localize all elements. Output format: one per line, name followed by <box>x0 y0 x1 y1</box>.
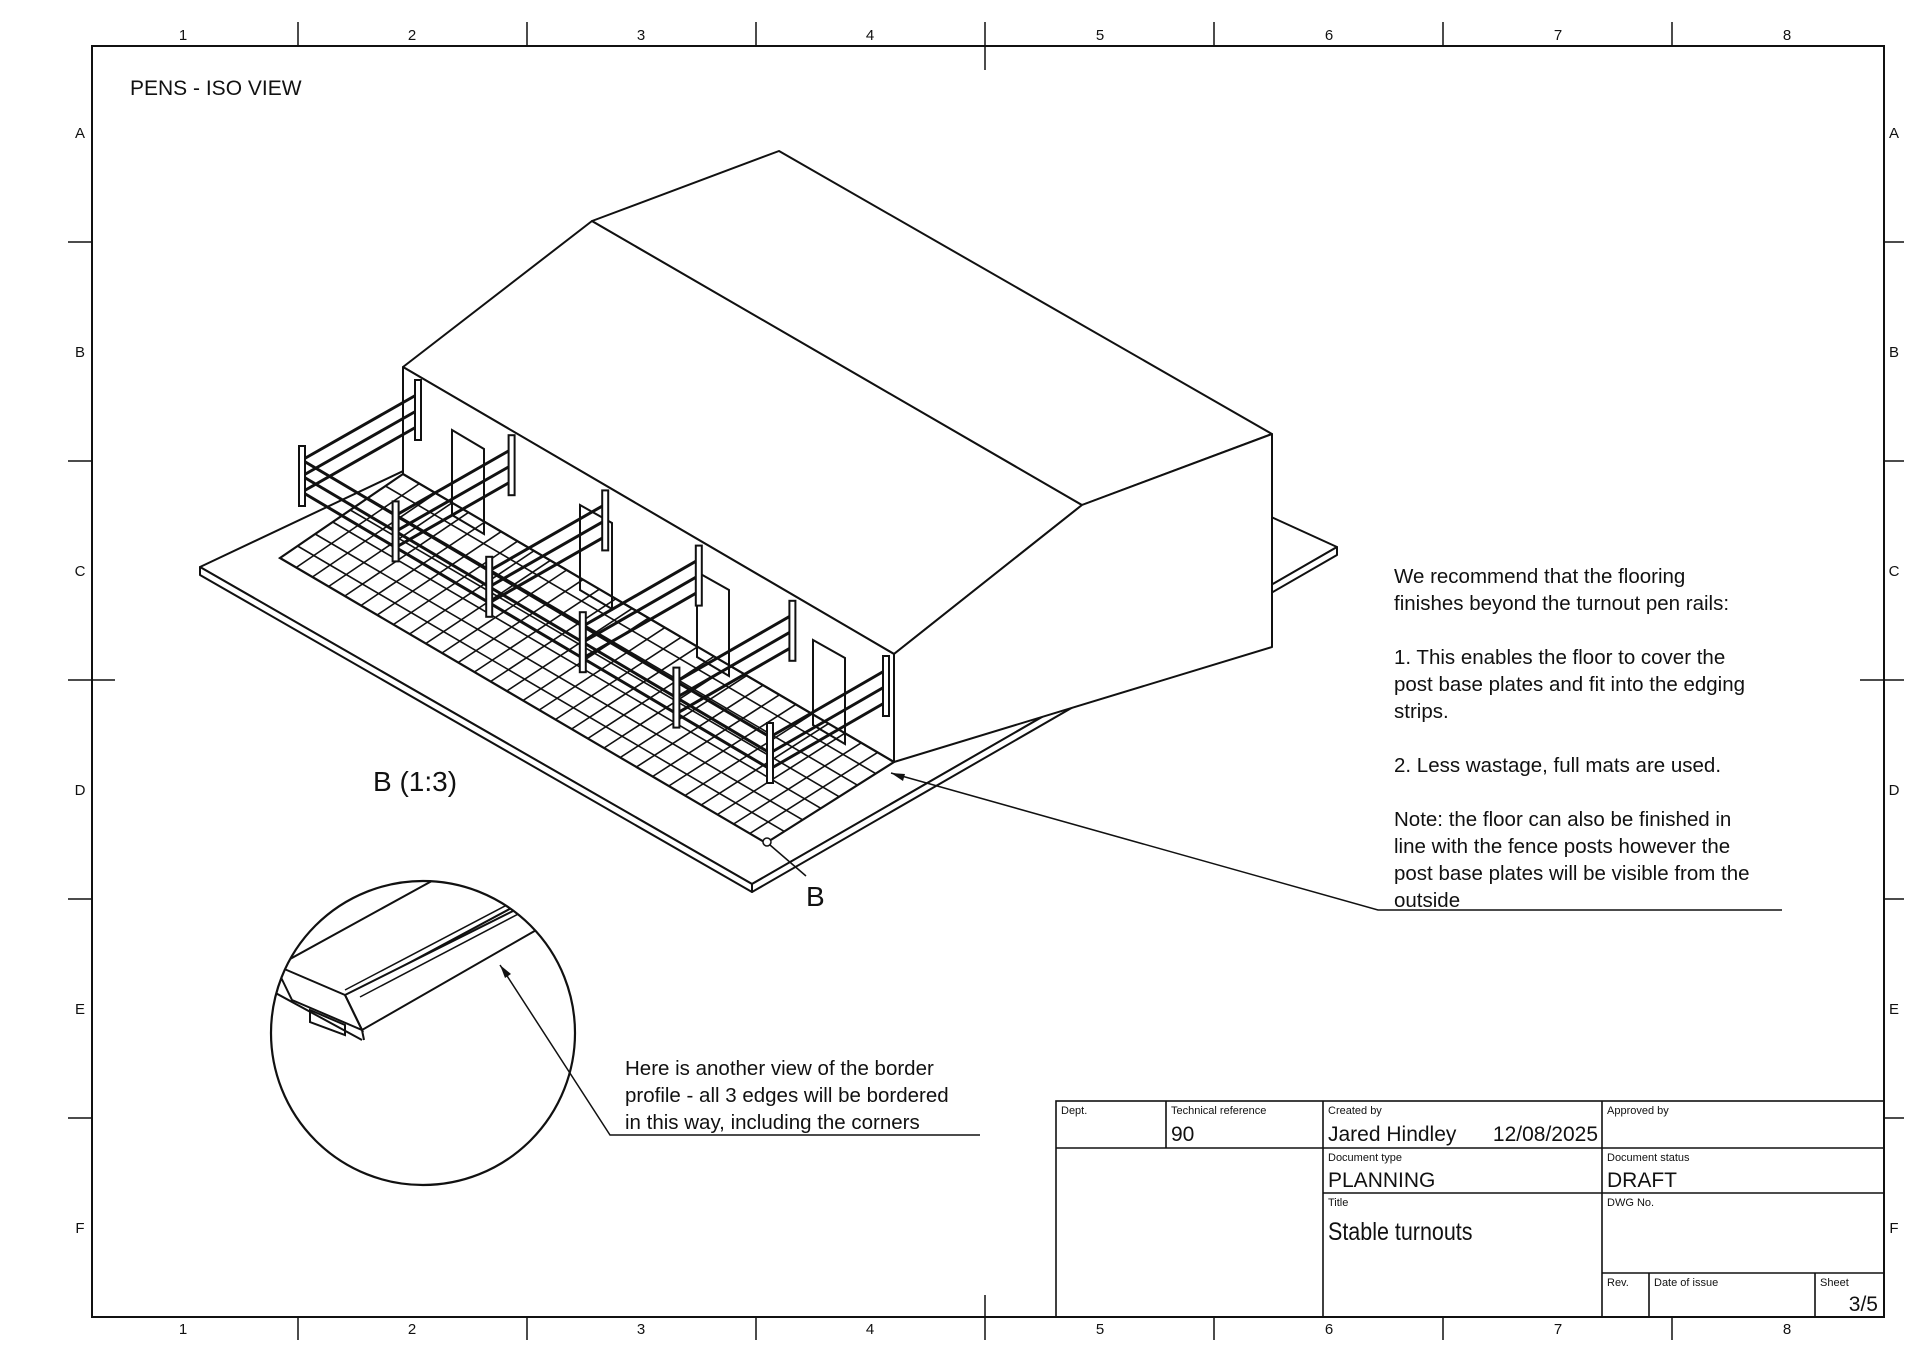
flooring-note-line: strips. <box>1394 700 1449 723</box>
zone-col-6: 6 <box>1324 27 1334 44</box>
tb-created-name: Jared Hindley <box>1328 1123 1457 1146</box>
zone-row-f-right: F <box>1889 1220 1899 1237</box>
tb-issue-label: Date of issue <box>1654 1277 1719 1289</box>
zone-row-c: C <box>74 563 86 580</box>
zone-col-8-bottom: 8 <box>1782 1321 1792 1338</box>
zone-col-4: 4 <box>865 27 875 44</box>
zone-col-1-bottom: 1 <box>178 1321 188 1338</box>
zone-row-e-right: E <box>1888 1001 1900 1018</box>
border-note <box>625 1055 1005 1136</box>
zone-col-2: 2 <box>407 27 417 44</box>
flooring-note-line: post base plates will be visible from the <box>1394 862 1750 885</box>
tb-dwg-label: DWG No. <box>1607 1197 1655 1209</box>
view-title: PENS - ISO VIEW <box>130 77 302 100</box>
detail-b-view <box>270 860 575 1185</box>
zone-col-3: 3 <box>636 27 646 44</box>
tb-sheet-label: Sheet <box>1820 1277 1849 1289</box>
zone-col-5: 5 <box>1095 27 1105 44</box>
flooring-note-line: Note: the floor can also be finished in <box>1394 808 1732 831</box>
zone-row-d-right: D <box>1888 782 1900 799</box>
zone-col-7: 7 <box>1553 27 1563 44</box>
flooring-note-line: finishes beyond the turnout pen rails: <box>1394 592 1730 615</box>
tb-created-date: 12/08/2025 <box>1492 1123 1598 1146</box>
border-note-line: Here is another view of the border <box>625 1057 934 1080</box>
tb-title-label: Title <box>1328 1197 1349 1209</box>
zone-col-2-bottom: 2 <box>407 1321 417 1338</box>
flooring-note-line: outside <box>1394 889 1461 912</box>
flooring-note <box>1394 563 1814 914</box>
zone-col-1: 1 <box>178 27 188 44</box>
tb-created-label: Created by <box>1328 1105 1382 1117</box>
tb-doc-status-value: DRAFT <box>1607 1169 1677 1192</box>
border-note-arrowhead <box>500 965 511 978</box>
border-note-line: profile - all 3 edges will be bordered <box>625 1084 949 1107</box>
tb-tech-ref-label: Technical reference <box>1171 1105 1267 1117</box>
flooring-note-line: We recommend that the flooring <box>1394 565 1686 588</box>
zone-col-3-bottom: 3 <box>636 1321 646 1338</box>
callout-b-letter: B <box>806 881 825 912</box>
zone-col-8: 8 <box>1782 27 1792 44</box>
detail-label: B (1:3) <box>373 766 458 797</box>
tb-title-value: Stable turnouts <box>1327 1217 1473 1246</box>
zone-row-b-right: B <box>1888 344 1900 361</box>
tb-dept-label: Dept. <box>1061 1105 1088 1117</box>
flooring-note-line: 1. This enables the floor to cover the <box>1394 646 1726 669</box>
flooring-note-line: line with the fence posts however the <box>1394 835 1731 858</box>
zone-col-6-bottom: 6 <box>1324 1321 1334 1338</box>
tb-sheet-value: 3/5 <box>1848 1293 1878 1316</box>
tb-doc-type-value: PLANNING <box>1328 1169 1436 1192</box>
tb-doc-status-label: Document status <box>1607 1152 1690 1164</box>
zone-col-4-bottom: 4 <box>865 1321 875 1338</box>
flooring-note-line: post base plates and fit into the edging <box>1394 673 1746 696</box>
zone-row-a-right: A <box>1888 125 1900 142</box>
zone-row-a: A <box>74 125 86 142</box>
zone-col-5-bottom: 5 <box>1095 1321 1105 1338</box>
zone-row-c-right: C <box>1888 563 1900 580</box>
zone-row-f: F <box>75 1220 85 1237</box>
tb-doc-type-label: Document type <box>1328 1152 1402 1164</box>
flooring-note-line: 2. Less wastage, full mats are used. <box>1394 754 1722 777</box>
callout-b-marker <box>763 838 771 846</box>
zone-row-d: D <box>74 782 86 799</box>
zone-row-b: B <box>74 344 86 361</box>
zone-col-7-bottom: 7 <box>1553 1321 1563 1338</box>
zone-row-e: E <box>74 1001 86 1018</box>
tb-approved-label: Approved by <box>1607 1105 1669 1117</box>
border-note-line: in this way, including the corners <box>625 1111 920 1134</box>
tb-tech-ref-value: 90 <box>1171 1123 1195 1146</box>
tb-rev-label: Rev. <box>1607 1277 1629 1289</box>
